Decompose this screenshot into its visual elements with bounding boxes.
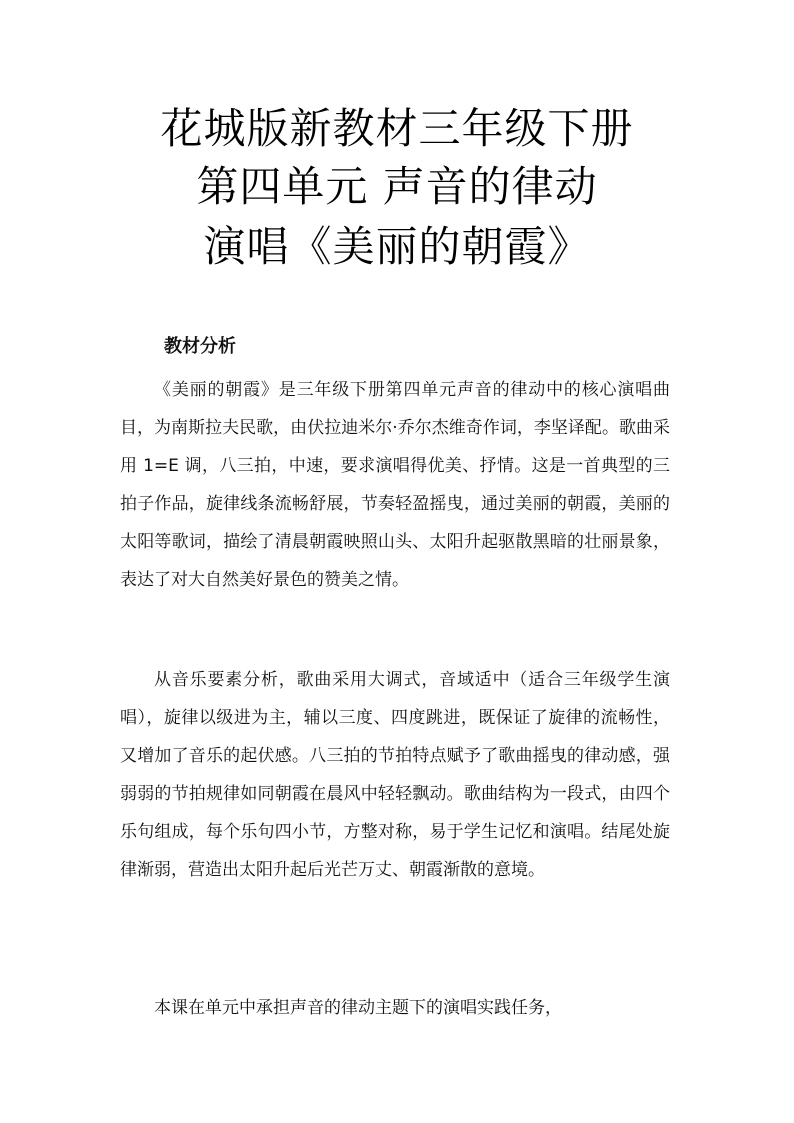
title-line-2: 第四单元 声音的律动: [196, 162, 598, 211]
paragraph-3: 本课在单元中承担声音的律动主题下的演唱实践任务，: [154, 998, 562, 1018]
title-line-1: 花城版新教材三年级下册: [160, 104, 634, 153]
title-line-3: 演唱《美丽的朝霞》: [203, 222, 591, 271]
paragraph-2: 从音乐要素分析，歌曲采用大调式，音域适中（适合三年级学生演唱），旋律以级进为主，辅以三度、四度跳进，既保证了旋律的流畅性，又增加了音乐的起伏感。八三拍的节拍特点赋予了歌曲摇曳的律动感，强弱弱的节拍规律如同朝霞在晨风中轻轻飘动。歌曲结构为一段式，由四个乐句组成，每个乐句四小节，方整对称，易于学生记忆和演唱。结尾处旋律渐弱，营造出太阳升起后光芒万丈、朝霞渐散的意境。: [120, 670, 670, 880]
paragraph-1: 《美丽的朝霞》是三年级下册第四单元声音的律动中的核心演唱曲目，为南斯拉夫民歌，由伏拉迪米尔·乔尔杰维奇作词，李坚译配。歌曲采用 1=E 调，八三拍，中速，要求演唱得优美、抒情。这是一首典型的三拍子作品，旋律线条流畅舒展，节奏轻盈摇曳，通过美丽的朝霞，美丽的太阳等歌词，描绘了清晨朝霞映照山头、太阳升起驱散黑暗的壮丽景象，表达了对大自然美好景色的赞美之情。: [120, 380, 670, 590]
section-heading: 教材分析: [164, 336, 236, 357]
